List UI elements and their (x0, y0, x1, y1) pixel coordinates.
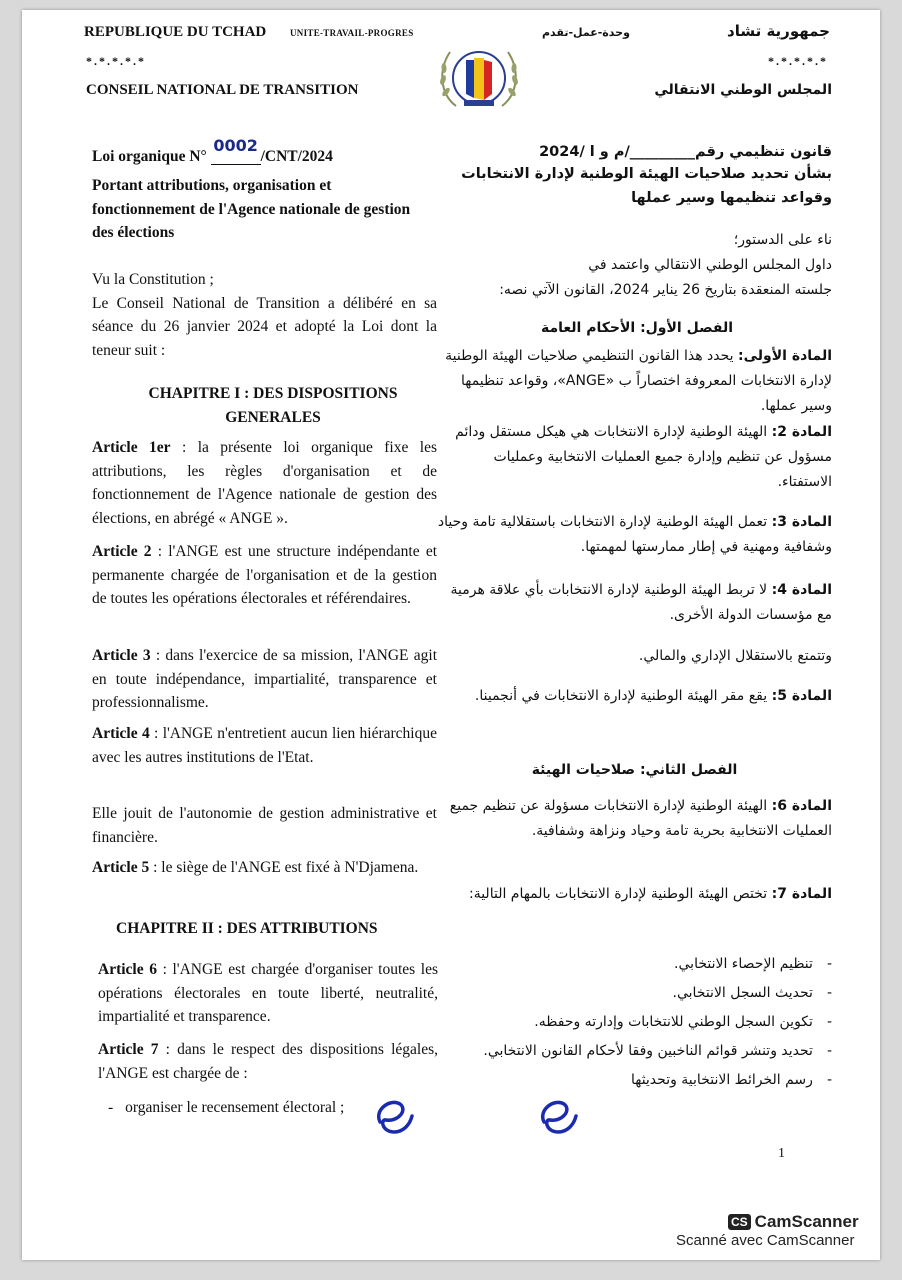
header-dots-ar: *.*.*.*.* (768, 54, 828, 68)
list-item: - تكوين السجل الوطني للانتخابات وإدارته وحفظه. (534, 1014, 832, 1030)
handwritten-initial-mark (534, 1092, 580, 1140)
law-number-handwritten: 0002 (213, 136, 258, 155)
bullet1-text-fr: organiser le recensement électoral ; (125, 1099, 345, 1116)
article7-text-ar: تختص الهيئة الوطنية لإدارة الانتخابات بالمهام التالية: (468, 886, 772, 902)
article1-label-fr: Article 1er (92, 439, 171, 456)
law-prefix: Loi organique N° (92, 148, 207, 165)
camscanner-caption: Scanné avec CamScanner (676, 1232, 855, 1249)
article4-text-fr: : l'ANGE n'entretient aucun lien hiérarchique avec les autres institutions de l'Etat. (92, 725, 437, 766)
article4-para2-ar: وتتمتع بالاستقلال الإداري والمالي. (638, 648, 832, 664)
article4-ar (437, 578, 832, 628)
article7-label-fr: Article 7 (98, 1041, 159, 1058)
law-subject-ar: بشأن تحديد صلاحيات الهيئة الوطنية لإدارة الانتخابات وقواعد تنظيمها وسير عملها (461, 166, 832, 206)
article5-ar (437, 684, 832, 709)
list-item: - تنظيم الإحصاء الانتخابي. (674, 956, 832, 972)
article4-label-fr: Article 4 (92, 725, 150, 742)
chapter1-heading-ar: الفصل الأول: الأحكام العامة (540, 320, 734, 336)
law-suffix: /CNT/2024 (260, 148, 333, 165)
article2-label-ar: المادة 2: (771, 424, 832, 440)
article6-fr (98, 958, 438, 1029)
page-number: 1 (778, 1146, 785, 1161)
preamble-ar-line3: جلسته المنعقدة بتاريخ 26 يناير 2024، القانون الآتي نصه: (499, 282, 832, 298)
article2-label-fr: Article 2 (92, 543, 152, 560)
article6-label-fr: Article 6 (98, 961, 157, 978)
article6-text-ar: الهيئة الوطنية لإدارة الانتخابات مسؤولة عن تنظيم جميع العمليات الانتخابية بحرية تامة وحياد ونزاهة وشفافية. (449, 798, 832, 839)
article2-text-fr: : l'ANGE est une structure indépendante et permanente chargée de l'organisation et de la gestion de toutes les opérations électorales et référendaires. (92, 543, 437, 607)
article3-text-fr: : dans l'exercice de sa mission, l'ANGE agit en toute indépendance, impartialité, transparence et professionnalisme. (92, 647, 437, 711)
article6-ar (437, 794, 832, 844)
article3-label-ar: المادة 3: (771, 514, 832, 530)
preamble-fr-line2: Le Conseil National de Transition a délibéré en sa séance du 26 janvier 2024 et adopté la Loi dont la teneur suit : (92, 294, 437, 359)
article1-text-ar: يحدد هذا القانون التنظيمي صلاحيات الهيئة الوطنية لإدارة الانتخابات المعروفة اختصاراً ب «ANGE»، وقواعد تنظيمها وسير عملها. (445, 348, 832, 414)
article7-fr (98, 1038, 438, 1085)
preamble-ar-line2: داول المجلس الوطني الانتقالي واعتمد في (588, 257, 832, 273)
article7-label-ar: المادة 7: (771, 886, 832, 902)
article3-ar (437, 510, 832, 560)
article2-text-ar: الهيئة الوطنية لإدارة الانتخابات هي هيكل مستقل ودائم مسؤول عن تنظيم وإدارة جميع العمليات الانتخابية وعمليات الاستفتاء. (455, 424, 832, 490)
article5-fr (92, 856, 437, 880)
law-subject-fr: Portant attributions, organisation et fonctionnement de l'Agence nationale de gestion des élections (92, 177, 411, 241)
header-country-fr: REPUBLIQUE DU TCHAD (84, 24, 267, 40)
header-country-ar: جمهورية تشاد (727, 22, 830, 40)
article7-ar (437, 882, 832, 907)
chapter2-heading-fr: CHAPITRE II : DES ATTRIBUTIONS (116, 920, 378, 937)
article6-label-ar: المادة 6: (771, 798, 832, 814)
article5-text-fr: : le siège de l'ANGE est fixé à N'Djamena. (149, 859, 419, 876)
article7-text-fr: : dans le respect des dispositions légales, l'ANGE est chargée de : (98, 1041, 439, 1082)
preamble-ar (432, 228, 832, 303)
handwritten-initial-mark (370, 1092, 416, 1140)
article7-bullets-ar (437, 952, 832, 1093)
cnt-emblem-logo (434, 36, 524, 118)
bullet-dash: - (108, 1099, 114, 1116)
header-dots-fr: *.*.*.*.* (86, 54, 146, 68)
camscanner-logo (728, 1212, 859, 1232)
article2-ar (437, 420, 832, 495)
article4-label-ar: المادة 4: (771, 582, 832, 598)
article4-para2-fr: Elle jouit de l'autonomie de gestion administrative et financière. (92, 805, 437, 846)
article1-text-fr: : la présente loi organique fixe les attributions, les règles d'organisation et de fonctionnement de l'Agence nationale de gestion des élections, en abrégé « ANGE ». (92, 439, 437, 527)
header-motto-ar: وحدة-عمل-تقدم (542, 26, 630, 39)
preamble-fr-line1: Vu la Constitution ; (92, 271, 214, 288)
article4-fr (92, 722, 437, 769)
article2-fr (92, 540, 437, 611)
list-item: - تحديد وتنشر قوائم الناخبين وفقا لأحكام القانون الانتخابي. (483, 1043, 832, 1059)
document-page (22, 10, 880, 1260)
preamble-ar-line1: ناء على الدستور؛ (733, 232, 832, 248)
law-title-ar: قانون تنظيمي رقم_________/م و ا /2024 (539, 144, 832, 160)
article4-text-ar: لا تربط الهيئة الوطنية لإدارة الانتخابات بأي علاقة هرمية مع مؤسسات الدولة الأخرى. (450, 582, 832, 623)
preamble-fr (92, 268, 437, 362)
article3-fr (92, 644, 437, 715)
law-title-fr (92, 136, 333, 167)
article1-ar (437, 344, 832, 419)
article1-fr (92, 436, 437, 530)
list-item: - رسم الخرائط الانتخابية وتحديثها (630, 1072, 832, 1088)
list-item: - تحديث السجل الانتخابي. (672, 985, 832, 1001)
camscanner-brand: CamScanner (754, 1212, 859, 1231)
header-motto-fr: UNITE-TRAVAIL-PROGRES (290, 28, 414, 38)
article3-text-ar: تعمل الهيئة الوطنية لإدارة الانتخابات باستقلالية تامة وحياد وشفافية ومهنية في إطار ممارستها لمهمتها. (437, 514, 832, 555)
article5-text-ar: يقع مقر الهيئة الوطنية لإدارة الانتخابات في أنجمينا. (474, 688, 772, 704)
article5-label-ar: المادة 5: (771, 688, 832, 704)
article6-text-fr: : l'ANGE est chargée d'organiser toutes les opérations électorales en toute liberté, neutralité, impartialité et transparence. (98, 961, 438, 1025)
chapter1-heading-fr: CHAPITRE I : DES DISPOSITIONS GENERALES (148, 385, 398, 426)
article3-label-fr: Article 3 (92, 647, 151, 664)
header-council-ar: المجلس الوطني الانتقالي (654, 82, 832, 98)
chapter2-heading-ar: الفصل الثاني: صلاحيات الهيئة (531, 762, 738, 778)
article1-label-ar: المادة الأولى: (738, 348, 832, 364)
camscanner-badge: CS (728, 1214, 751, 1230)
article5-label-fr: Article 5 (92, 859, 150, 876)
header-council-fr: CONSEIL NATIONAL DE TRANSITION (86, 82, 359, 98)
